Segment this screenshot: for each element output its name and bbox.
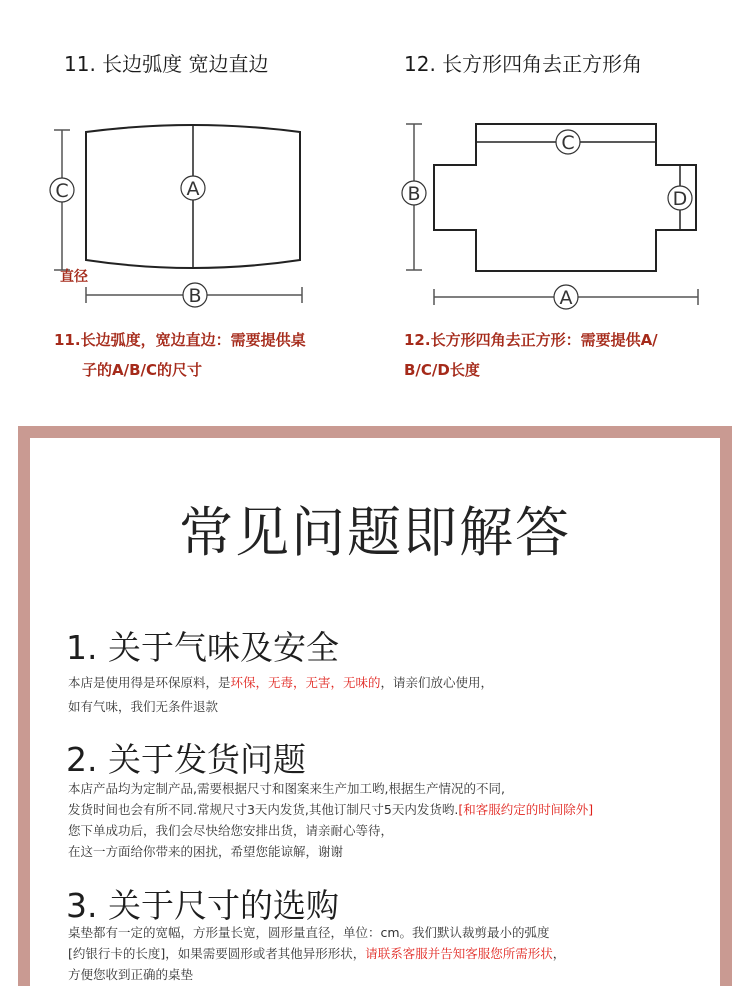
faq-text: 本店是使用得是环保原料，是 (68, 675, 231, 690)
faq-text: ，请亲们放心使用， (380, 675, 494, 690)
dim-label-d: D (672, 188, 688, 210)
diagram-12-drawing (398, 110, 708, 315)
diagram-11-title: 11. 长边弧度 宽边直边 (64, 52, 269, 76)
faq-text: [约银行卡的长度]，如果需要圆形或者其他异形形状， (68, 946, 366, 961)
faq-line: 在这一方面给你带来的困扰，希望您能谅解，谢谢 (68, 844, 344, 859)
caption-line: 11.长边弧度，宽边直边：需要提供桌 (54, 331, 306, 349)
faq-line: 桌垫都有一定的宽幅，方形量长宽，圆形量直径，单位：cm。我们默认裁剪最小的弧度 (68, 925, 550, 940)
faq-q1-title: 1. 关于气味及安全 (66, 628, 339, 667)
dim-label-b: B (407, 183, 421, 205)
dim-label-b: B (188, 285, 202, 307)
dim-label-a: A (559, 287, 573, 309)
faq-text: ， (552, 946, 566, 961)
faq-q1-body (68, 672, 493, 717)
caption-line: B/C/D长度 (404, 361, 480, 379)
faq-title: 常见问题即解答 (179, 501, 571, 564)
faq-line: 方便您收到正确的桌垫 (68, 967, 194, 982)
faq-highlight: [和客服约定的时间除外] (458, 802, 594, 817)
diagram-12-title: 12. 长方形四角去正方形角 (404, 52, 643, 76)
faq-line (68, 672, 493, 693)
diagram-11-drawing (40, 110, 330, 315)
faq-highlight: 环保，无毒，无害，无味的 (230, 675, 381, 690)
faq-q3-title: 3. 关于尺寸的选购 (66, 886, 339, 925)
caption-line: 子的A/B/C的尺寸 (82, 361, 203, 379)
faq-line (68, 943, 565, 964)
straight-edge-label: 直径 (60, 269, 88, 285)
faq-line: 本店产品均为定制产品,需要根据尺寸和图案来生产加工哟,根据生产情况的不同, (68, 781, 505, 796)
faq-line: 您下单成功后，我们会尽快给您安排出货，请亲耐心等待， (68, 823, 394, 838)
caption-line: 12.长方形四角去正方形：需要提供A/ (404, 331, 658, 349)
diagram-11-caption (54, 325, 306, 385)
faq-line: 如有气味，我们无条件退款 (68, 699, 219, 714)
faq-q2-body (68, 778, 593, 862)
faq-highlight: 请联系客服并告知客服您所需形状 (365, 946, 553, 961)
faq-q3-body (68, 922, 565, 985)
faq-q2-title: 2. 关于发货问题 (66, 740, 306, 779)
faq-line (68, 799, 593, 820)
faq-text: 发货时间也会有所不同.常规尺寸3天内发货,其他订制尺寸5天内发货哟. (68, 802, 459, 817)
faq-panel (18, 426, 732, 986)
diagram-12-caption (404, 325, 658, 385)
dim-label-a: A (186, 178, 200, 200)
dim-label-c: C (561, 132, 575, 154)
dim-label-c: C (55, 180, 69, 202)
